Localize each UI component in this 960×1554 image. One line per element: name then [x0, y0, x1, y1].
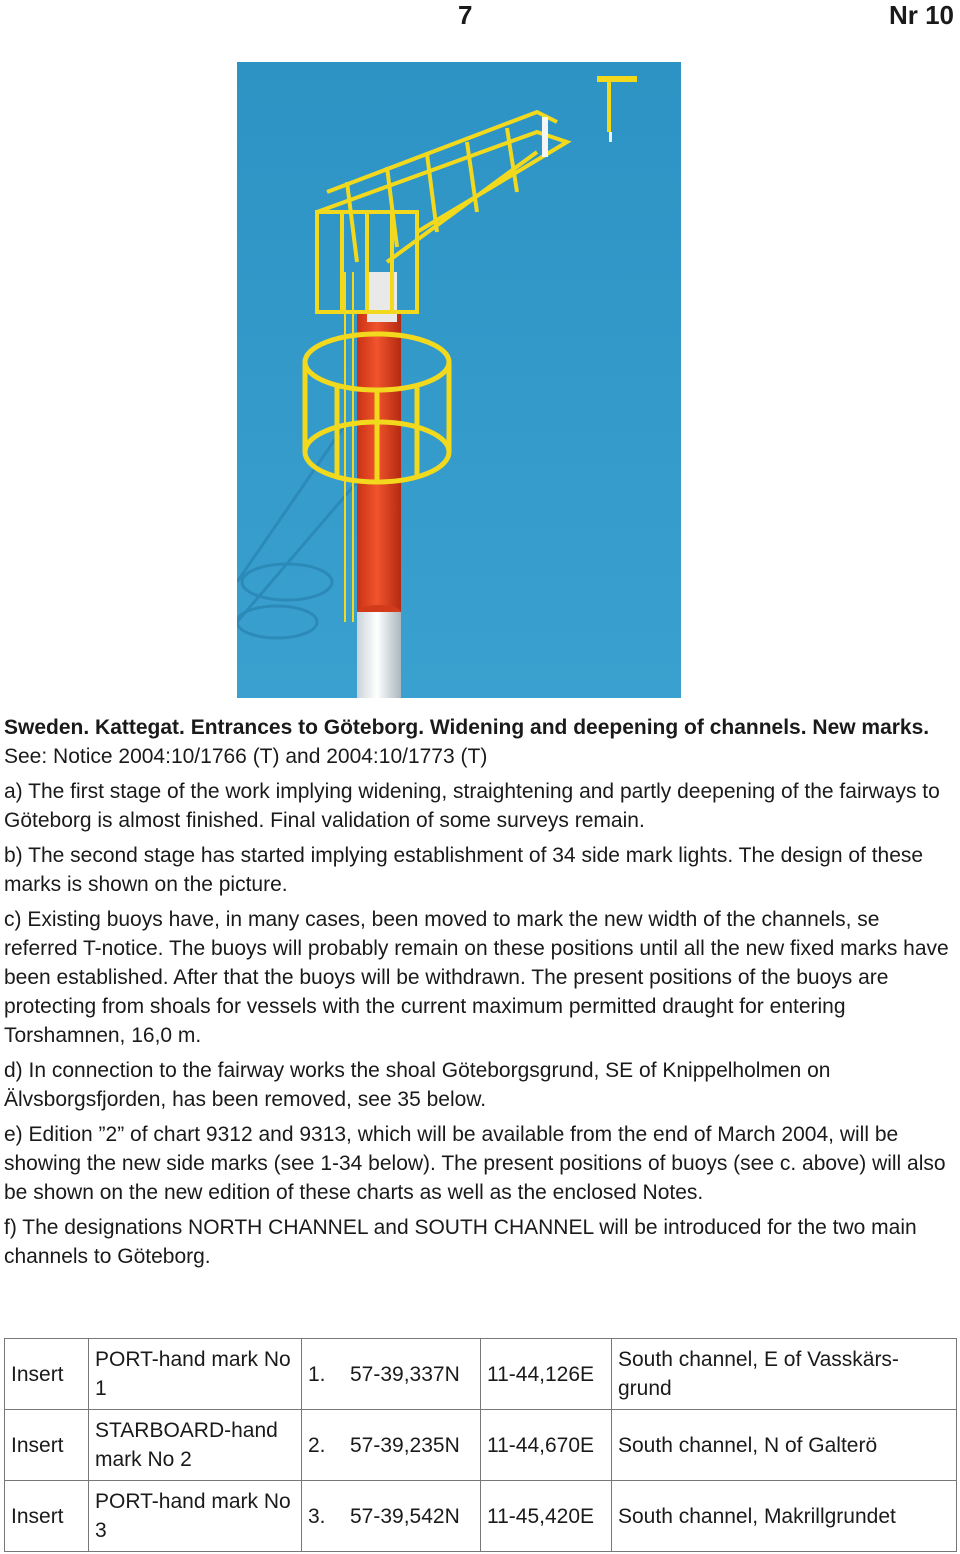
pillar-white	[357, 612, 401, 698]
side-mark-structure-illustration-icon	[237, 62, 681, 698]
paragraph-d: d) In connection to the fairway works the shoal Göteborgsgrund, SE of Knippelholmen on Älvsborgsfjorden, has been removed, see 35 below.	[4, 1059, 831, 1111]
notice-heading: Sweden. Kattegat. Entrances to Göteborg. Widening and deepening of channels. New marks.	[4, 716, 930, 739]
paragraph-a: a) The first stage of the work implying widening, straightening and partly deepening of the fairways to Göteborg is almost finished. Final validation of some surveys remain.	[4, 780, 940, 832]
side-mark-illustration	[237, 62, 681, 698]
marks-table	[4, 1338, 957, 1552]
location-cell: South channel, Makrillgrundet	[612, 1481, 957, 1552]
page-number: 7	[458, 0, 473, 30]
table-row	[5, 1339, 957, 1410]
longitude-cell: 11-44,126E	[481, 1339, 612, 1410]
issue-number: Nr 10	[888, 0, 954, 30]
notice-body	[4, 713, 956, 1277]
longitude-cell: 11-44,670E	[481, 1410, 612, 1481]
table-row	[5, 1410, 957, 1481]
light-lantern	[542, 117, 548, 157]
action-cell: Insert	[5, 1410, 89, 1481]
mark-cell: PORT-hand mark No 3	[89, 1481, 302, 1552]
longitude-cell: 11-45,420E	[481, 1481, 612, 1552]
notice-reference: See: Notice 2004:10/1766 (T) and 2004:10/1773 (T)	[4, 745, 488, 768]
paragraph-f: f) The designations NORTH CHANNEL and SOUTH CHANNEL will be introduced for the two main channels to Göteborg.	[4, 1216, 917, 1268]
latitude-cell: 57-39,337N	[344, 1339, 481, 1410]
mark-cell: STARBOARD-hand mark No 2	[89, 1410, 302, 1481]
action-cell: Insert	[5, 1339, 89, 1410]
number-cell: 2.	[302, 1410, 345, 1481]
paragraph-e: e) Edition ”2” of chart 9312 and 9313, which will be available from the end of March 2004, will be showing the new side marks (see 1-34 below). The present positions of buoys (see c. above) will also be shown on the new edition of these charts as well as the enclosed Notes.	[4, 1123, 946, 1204]
number-cell: 3.	[302, 1481, 345, 1552]
paragraph-b: b) The second stage has started implying establishment of 34 side mark lights. The design of these marks is shown on the picture.	[4, 844, 924, 896]
latitude-cell: 57-39,235N	[344, 1410, 481, 1481]
location-cell: South channel, N of Galterö	[612, 1410, 957, 1481]
number-cell: 1.	[302, 1339, 345, 1410]
table-row	[5, 1481, 957, 1552]
latitude-cell: 57-39,542N	[344, 1481, 481, 1552]
mark-cell: PORT-hand mark No 1	[89, 1339, 302, 1410]
location-cell: South channel, E of Vasskärs-grund	[612, 1339, 957, 1410]
paragraph-c: c) Existing buoys have, in many cases, been moved to mark the new width of the channels, se referred T-notice. The buoys will probably remain on these positions until all the new fixed marks have been established. After that the buoys will be withdrawn. The present positions of the buoys are protecting from shoals for vessels with the current maximum permitted draught for entering Torshamnen, 16,0 m.	[4, 908, 949, 1047]
action-cell: Insert	[5, 1481, 89, 1552]
